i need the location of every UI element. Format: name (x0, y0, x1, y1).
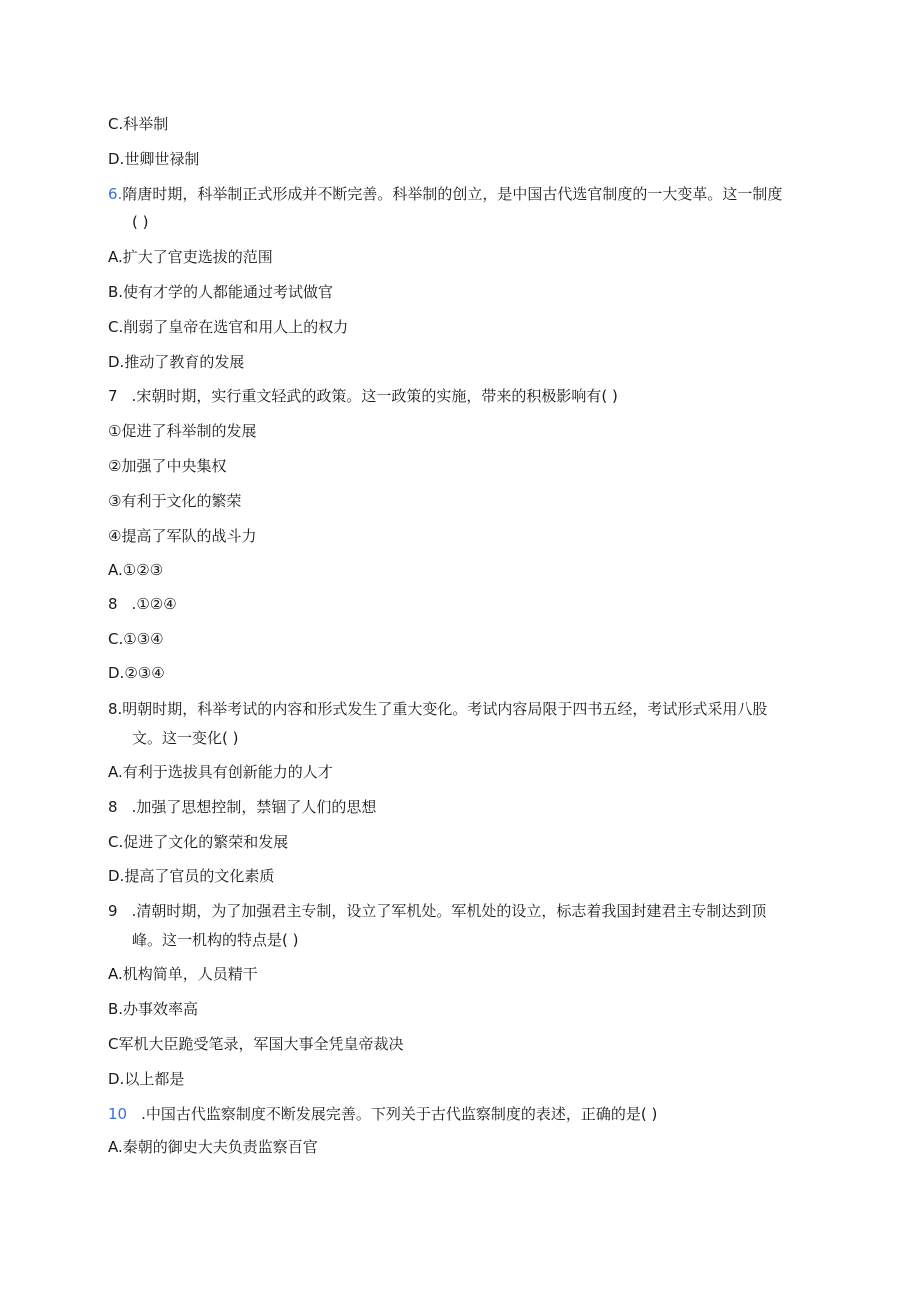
question-7-number: 7 (108, 387, 118, 405)
question-7-option-c: C.①③④ (108, 630, 164, 648)
question-10-option-a: A.秦朝的御史大夫负责监察百官 (108, 1138, 318, 1156)
question-8-option-d: D.提高了官员的文化素质 (108, 867, 275, 885)
question-7-statement-2: ②加强了中央集权 (108, 457, 227, 475)
question-10-number: 10 (108, 1105, 128, 1123)
question-8-stem-continued: 文。这一变化( ) (132, 729, 239, 747)
question-9-stem-continued: 峰。这一机构的特点是( ) (132, 931, 299, 949)
option-c-keju: C.科举制 (108, 115, 169, 133)
question-9-option-c: C军机大臣跪受笔录，军国大事全凭皇帝裁决 (108, 1035, 404, 1053)
question-10-stem: 10 .中国古代监察制度不断发展完善。下列关于古代监察制度的表述，正确的是( ) (108, 1105, 658, 1123)
question-9-number: 9 (108, 902, 118, 920)
question-6-number: 6. (108, 185, 123, 203)
question-9-option-a: A.机构简单，人员精干 (108, 965, 258, 983)
question-6-stem: 6.隋唐时期，科举制正式形成并不断完善。科举制的创立，是中国古代选官制度的一大变革。这一制度 (108, 185, 783, 203)
option-d-shiqing: D.世卿世禄制 (108, 150, 200, 168)
question-7-statement-4: ④提高了军队的战斗力 (108, 527, 257, 545)
question-6-option-c: C.削弱了皇帝在选官和用人上的权力 (108, 318, 349, 336)
question-6-option-b: B.使有才学的人都能通过考试做官 (108, 283, 334, 301)
question-9-option-b: B.办事效率高 (108, 1000, 199, 1018)
question-6-option-a: A.扩大了官吏选拔的范围 (108, 248, 273, 266)
question-8-option-a: A.有利于选拔具有创新能力的人才 (108, 763, 333, 781)
question-6-blank: ( ) (132, 213, 149, 231)
question-6-option-d: D.推动了教育的发展 (108, 353, 245, 371)
question-8-option-b: 8 .加强了思想控制，禁锢了人们的思想 (108, 798, 377, 816)
question-7-option-b: 8 .①②④ (108, 595, 177, 613)
question-7-statement-3: ③有利于文化的繁荣 (108, 492, 242, 510)
question-8-stem: 8.明朝时期，科举考试的内容和形式发生了重大变化。考试内容局限于四书五经，考试形式采用八股 (108, 700, 768, 718)
question-7-stem: 7 .宋朝时期，实行重文轻武的政策。这一政策的实施，带来的积极影响有( ) (108, 387, 618, 405)
question-8-option-c: C.促进了文化的繁荣和发展 (108, 833, 289, 851)
question-7-option-d: D.②③④ (108, 664, 165, 682)
question-7-statement-1: ①促进了科举制的发展 (108, 422, 257, 440)
question-9-stem: 9 .清朝时期，为了加强君主专制，设立了军机处。军机处的设立，标志着我国封建君主专制达到顶 (108, 902, 767, 920)
question-7-option-a: A.①②③ (108, 561, 164, 579)
question-9-option-d: D.以上都是 (108, 1070, 185, 1088)
